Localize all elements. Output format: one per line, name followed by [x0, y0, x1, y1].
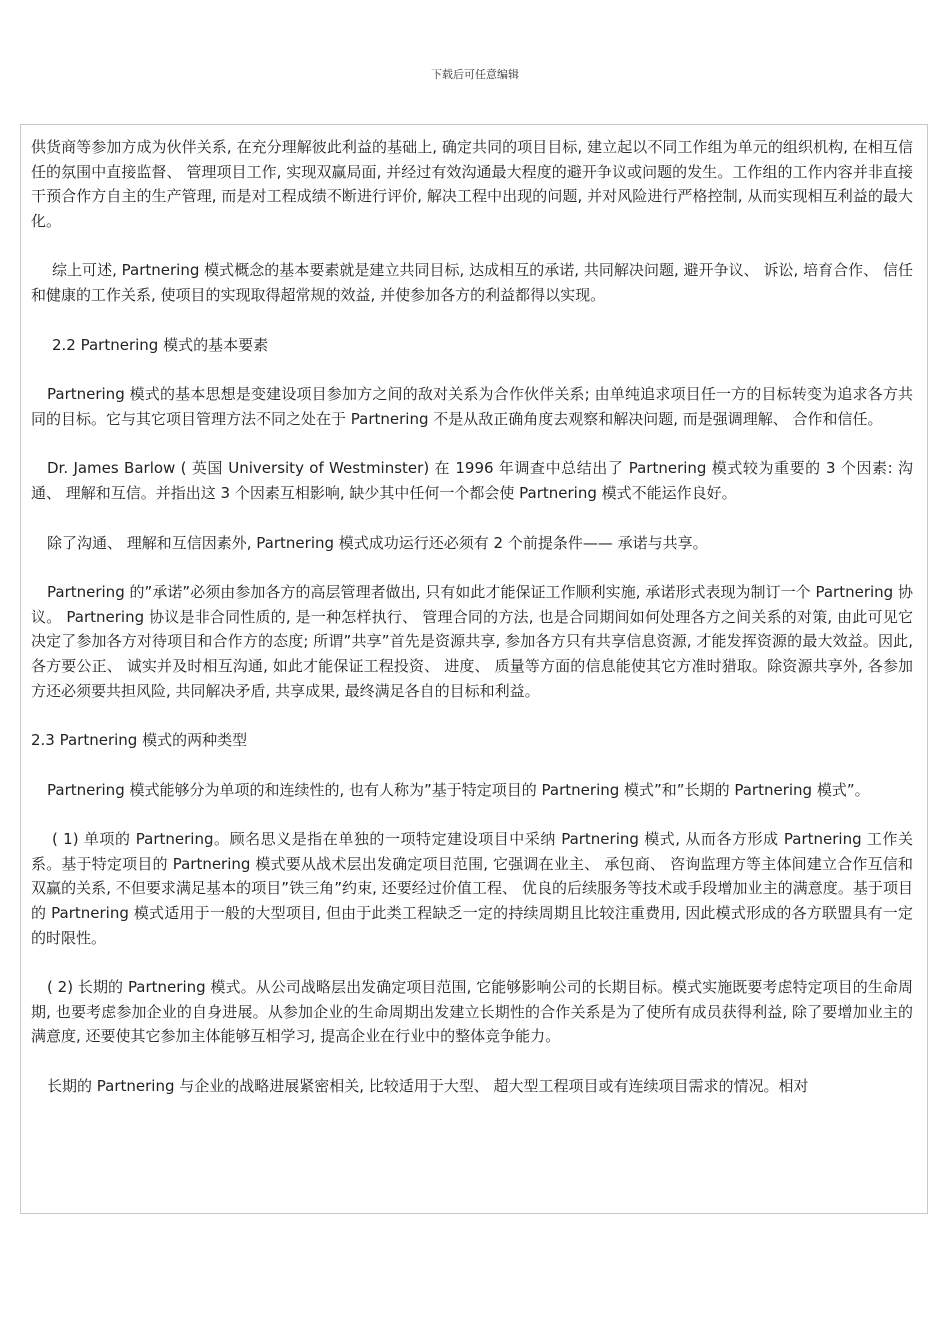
paragraph-barlow-factors: Dr. James Barlow ( 英国 University of Westminster) 在 1996 年调查中总结出了 Partnering 模式较为重要的 3 个因素: 沟通、 理解和互信。并指出这 3 个因素互相影响, 缺少其中任何一个都会使 Partnering 模式不能运作良好。 [31, 459, 913, 502]
paragraph-long-term: ( 2) 长期的 Partnering 模式。从公司战略层出发确定项目范围, 它能够影响公司的长期目标。模式实施既要考虑特定项目的生命周期, 也要考虑参加企业的自身进展。从参加企业的生命周期出发建立长期性的合作关系是为了使所有成员获得利益, 除了要增加业主的满意度, 还要使其它参加主体能够互相学习, 提高企业在行业中的整体竞争能力。 [31, 978, 913, 1046]
paragraph-summary: 综上可述, Partnering 模式概念的基本要素就是建立共同目标, 达成相互的承诺, 共同解决问题, 避开争议、 诉讼, 培育合作、 信任和健康的工作关系, 使项目的实现取得超常规的效益, 并使参加各方的利益都得以实现。 [31, 261, 913, 304]
paragraph-basic-idea: Partnering 模式的基本思想是变建设项目参加方之间的敌对关系为合作伙伴关系; 由单纯追求项目任一方的目标转变为追求各方共同的目标。它与其它项目管理方法不同之处在于 Partnering 不是从敌正确角度去观察和解决问题, 而是强调理解、 合作和信任。 [31, 385, 913, 428]
paragraph-long-term-continued: 长期的 Partnering 与企业的战略进展紧密相关, 比较适用于大型、 超大型工程项目或有连续项目需求的情况。相对 [47, 1077, 809, 1096]
paragraph-preconditions: 除了沟通、 理解和互信因素外, Partnering 模式成功运行还必须有 2 个前提条件—— 承诺与共享。 [47, 533, 708, 552]
paragraph-two-types: Partnering 模式能够分为单项的和连续性的, 也有人称为”基于特定项目的 Partnering 模式”和”长期的 Partnering 模式”。 [47, 780, 870, 799]
page-header: 下载后可任意编辑 [431, 68, 519, 81]
paragraph-single-project: ( 1) 单项的 Partnering。顾名思义是指在单独的一项特定建设项目中采纳 Partnering 模式, 从而各方形成 Partnering 工作关系。基于特定项目的 Partnering 模式要从战术层出发确定项目范围, 它强调在业主、 承包商、 咨询监理方等主体间建立合作互信和双赢的关系, 不但要求满足基本的项目”铁三角”约束, 还要经过价值工程、 优良的后续服务等技术或手段增加业主的满意度。基于项目的 Partnering 模式适用于一般的大型项目, 但由于此类工程缺乏一定的持续周期且比较注重费用, 因此模式形成的各方联盟具有一定的时限性。 [31, 830, 913, 947]
section-heading-2-3: 2.3 Partnering 模式的两种类型 [31, 731, 248, 750]
section-heading-2-2: 2.2 Partnering 模式的基本要素 [52, 335, 269, 354]
paragraph-commitment-sharing: Partnering 的”承诺”必须由参加各方的高层管理者做出, 只有如此才能保证工作顺利实施, 承诺形式表现为制订一个 Partnering 协议。 Partnering 协议是非合同性质的, 是一种怎样执行、 管理合同的方法, 也是合同期间如何处理各方之间关系的对策, 由此可见它决定了参加各方对待项目和合作方的态度; 所谓”共享”首先是资源共享, 参加各方只有共享信息资源, 才能发挥资源的最大效益。因此, 各方要公正、 诚实并及时相互沟通, 如此才能保证工程投资、 进度、 质量等方面的信息能使其它方准时猎取。除资源共享外, 各参加方还必须要共担风险, 共同解决矛盾, 共享成果, 最终满足各自的目标和利益。 [31, 583, 913, 700]
document-body [20, 124, 928, 1214]
paragraph-partnership-intro: 供货商等参加方成为伙伴关系, 在充分理解彼此利益的基础上, 确定共同的项目目标, 建立起以不同工作组为单元的组织机构, 在相互信任的氛围中直接监督、 管理项目工作, 实现双赢局面, 并经过有效沟通最大程度的避开争议或问题的发生。工作组的工作内容并非直接干预合作方自主的生产管理, 而是对工程成绩不断进行评价, 解决工程中出现的问题, 并对风险进行严格控制, 从而实现相互利益的最大化。 [31, 138, 913, 230]
